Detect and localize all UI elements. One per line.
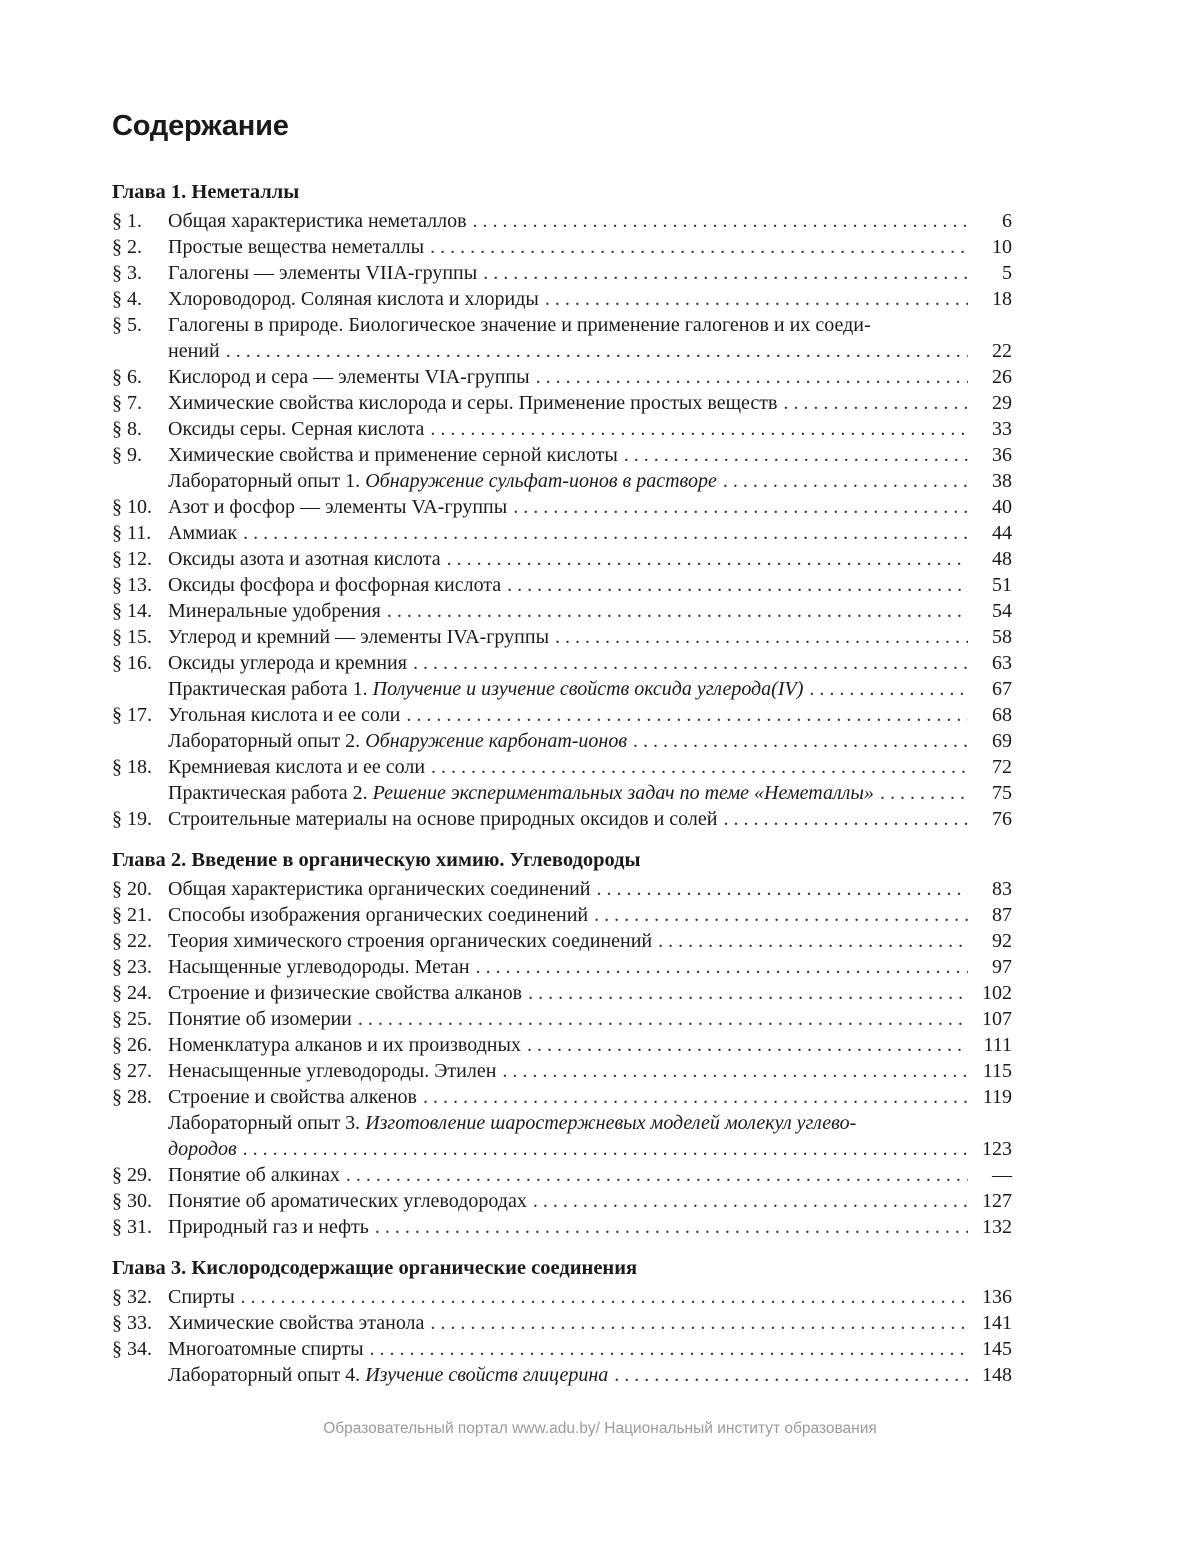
entry-title-text: Аммиак xyxy=(168,522,238,544)
entry-title-text: Простые вещества неметаллы xyxy=(168,236,425,258)
page-number: 119 xyxy=(982,1086,1012,1108)
entry-body xyxy=(168,494,972,520)
dot-leader xyxy=(528,980,968,1006)
entry-title xyxy=(168,676,803,702)
toc-entry[interactable] xyxy=(112,1162,1012,1188)
entry-title xyxy=(168,1112,856,1134)
page-title: Содержание xyxy=(112,110,289,142)
toc-entry[interactable] xyxy=(112,902,1012,928)
section-number: § 11. xyxy=(112,522,152,544)
dot-leader xyxy=(241,1284,968,1310)
toc-entry[interactable] xyxy=(112,1310,1012,1336)
dot-leader xyxy=(809,676,968,702)
toc-entry[interactable] xyxy=(112,650,1012,676)
page-number: 123 xyxy=(982,1138,1012,1160)
entry-body xyxy=(168,234,972,260)
dot-leader xyxy=(423,1084,968,1110)
entry-title xyxy=(168,546,441,572)
entry-title-italic: Изготовление шаростержневых моделей молекул углево- xyxy=(365,1112,857,1134)
toc-entry[interactable] xyxy=(112,702,1012,728)
page-number: 102 xyxy=(982,982,1012,1004)
entry-title-text: Химические свойства этанола xyxy=(168,1312,425,1334)
dot-leader xyxy=(430,416,968,442)
toc-entry[interactable] xyxy=(112,572,1012,598)
section-number: § 20. xyxy=(112,878,152,900)
toc-entry[interactable] xyxy=(112,780,1012,806)
entry-body xyxy=(168,1084,972,1110)
entry-line-2 xyxy=(168,338,1012,364)
dot-leader xyxy=(346,1162,968,1188)
dot-leader xyxy=(502,1058,968,1084)
page-number: 26 xyxy=(992,366,1012,388)
toc-entry[interactable] xyxy=(112,468,1012,494)
entry-title-italic: Обнаружение карбонат-ионов xyxy=(365,730,628,752)
entry-title-text: Лабораторный опыт 3. xyxy=(168,1112,366,1134)
entry-body xyxy=(168,1284,972,1310)
entry-body xyxy=(168,954,972,980)
entry-title xyxy=(168,1188,527,1214)
entry-body xyxy=(168,676,972,702)
page-number: 132 xyxy=(982,1216,1012,1238)
section-number: § 17. xyxy=(112,704,152,726)
section-number: § 27. xyxy=(112,1060,152,1082)
page-number: 141 xyxy=(982,1312,1012,1334)
entry-title-text: Химические свойства и применение серной кислоты xyxy=(168,444,618,466)
page-number: 44 xyxy=(992,522,1012,544)
entry-title xyxy=(168,208,467,234)
entry-title-text: Понятие об ароматических углеводородах xyxy=(168,1190,527,1212)
page-number: 67 xyxy=(992,678,1012,700)
page-number: 33 xyxy=(992,418,1012,440)
dot-leader xyxy=(226,338,968,364)
entry-body xyxy=(168,902,972,928)
entry-title xyxy=(168,364,530,390)
toc-entry[interactable] xyxy=(112,1006,1012,1032)
entry-body xyxy=(168,520,972,546)
page-number: 76 xyxy=(992,808,1012,830)
entry-body xyxy=(168,208,972,234)
entry-body xyxy=(168,416,972,442)
entry-title-text: Строение и физические свойства алканов xyxy=(168,982,523,1004)
entry-title-text: Строительные материалы на основе природных оксидов и солей xyxy=(168,808,718,830)
entry-title xyxy=(168,1084,417,1110)
entry-title-text: Строение и свойства алкенов xyxy=(168,1086,418,1108)
entry-title xyxy=(168,468,717,494)
toc-entry[interactable] xyxy=(112,954,1012,980)
table-of-contents xyxy=(112,176,1012,1400)
page-number: 6 xyxy=(1002,210,1012,232)
section-number: § 21. xyxy=(112,904,152,926)
section-number: § 26. xyxy=(112,1034,152,1056)
page-number: 29 xyxy=(992,392,1012,414)
entry-body xyxy=(168,1110,1012,1162)
section-number: § 15. xyxy=(112,626,152,648)
section-number: § 7. xyxy=(112,392,142,414)
dot-leader xyxy=(633,728,968,754)
entry-body xyxy=(168,780,972,806)
toc-entry[interactable] xyxy=(112,1362,1012,1388)
page-number: — xyxy=(992,1164,1012,1186)
entry-body xyxy=(168,286,972,312)
dot-leader xyxy=(624,442,968,468)
chapter-heading: Глава 2. Введение в органическую химию. Углеводороды xyxy=(112,849,641,871)
entry-title-text: Лабораторный опыт 2. xyxy=(168,730,366,752)
section-number: § 4. xyxy=(112,288,142,310)
entry-title-text: Кремниевая кислота и ее соли xyxy=(168,756,426,778)
toc-entry[interactable] xyxy=(112,234,1012,260)
entry-body xyxy=(168,442,972,468)
entry-title-text: Лабораторный опыт 4. xyxy=(168,1364,366,1386)
page-number: 63 xyxy=(992,652,1012,674)
entry-body xyxy=(168,546,972,572)
entry-body xyxy=(168,980,972,1006)
entry-title-continuation xyxy=(168,1136,237,1162)
section-number: § 12. xyxy=(112,548,152,570)
entry-body xyxy=(168,1058,972,1084)
entry-title xyxy=(168,702,400,728)
entry-title xyxy=(168,494,507,520)
entry-title-text: Оксиды азота и азотная кислота xyxy=(168,548,441,570)
entry-title-text: Общая характеристика неметаллов xyxy=(168,210,467,232)
entry-title xyxy=(168,1162,340,1188)
section-number: § 5. xyxy=(112,314,142,336)
entry-title xyxy=(168,1310,424,1336)
entry-body xyxy=(168,1362,972,1388)
toc-entry[interactable] xyxy=(112,1284,1012,1310)
page-number: 5 xyxy=(1002,262,1012,284)
entry-body xyxy=(168,1188,972,1214)
section-number: § 18. xyxy=(112,756,152,778)
entry-line-2 xyxy=(168,1136,1012,1162)
section-number: § 8. xyxy=(112,418,142,440)
entry-title-text: Ненасыщенные углеводороды. Этилен xyxy=(168,1060,497,1082)
entry-title xyxy=(168,954,470,980)
toc-entry[interactable] xyxy=(112,494,1012,520)
dot-leader xyxy=(430,1310,968,1336)
section-number: § 30. xyxy=(112,1190,152,1212)
toc-entry[interactable] xyxy=(112,390,1012,416)
dot-leader xyxy=(431,754,968,780)
dot-leader xyxy=(483,260,968,286)
entry-title xyxy=(168,1284,235,1310)
dot-leader xyxy=(370,1336,968,1362)
dot-leader xyxy=(723,806,968,832)
toc-entry[interactable] xyxy=(112,1084,1012,1110)
entry-body xyxy=(168,1162,972,1188)
entry-line-1 xyxy=(168,1110,1012,1136)
entry-title xyxy=(168,390,777,416)
toc-entry[interactable] xyxy=(112,260,1012,286)
section-number: § 3. xyxy=(112,262,142,284)
page-number: 58 xyxy=(992,626,1012,648)
page-number: 68 xyxy=(992,704,1012,726)
entry-title-text: Практическая работа 2. xyxy=(168,782,373,804)
toc-entry[interactable] xyxy=(112,876,1012,902)
toc-entry[interactable] xyxy=(112,1188,1012,1214)
dot-leader xyxy=(476,954,968,980)
entry-body xyxy=(168,1006,972,1032)
entry-title xyxy=(168,416,424,442)
dot-leader xyxy=(387,598,968,624)
page-number: 83 xyxy=(992,878,1012,900)
entry-title-italic: Получение и изучение свойств оксида углерода(IV) xyxy=(372,678,804,700)
page-number: 38 xyxy=(992,470,1012,492)
toc-entry[interactable] xyxy=(112,1214,1012,1240)
toc-entry[interactable] xyxy=(112,312,1012,364)
entry-title xyxy=(168,980,522,1006)
section-number: § 33. xyxy=(112,1312,152,1334)
page-number: 18 xyxy=(992,288,1012,310)
entry-title xyxy=(168,1058,496,1084)
entry-body xyxy=(168,806,972,832)
dot-leader xyxy=(430,234,968,260)
entry-title xyxy=(168,754,425,780)
toc-entry[interactable] xyxy=(112,286,1012,312)
dot-leader xyxy=(555,624,968,650)
entry-body xyxy=(168,364,972,390)
dot-leader xyxy=(545,286,968,312)
section-number: § 10. xyxy=(112,496,152,518)
entry-title-text: Спирты xyxy=(168,1286,235,1308)
entry-body xyxy=(168,260,972,286)
dot-leader xyxy=(783,390,968,416)
page-number: 10 xyxy=(992,236,1012,258)
dot-leader xyxy=(243,1136,968,1162)
dot-leader xyxy=(536,364,968,390)
entry-title-text: Оксиды углерода и кремния xyxy=(168,652,407,674)
entry-title-text: Способы изображения органических соединений xyxy=(168,904,589,926)
entry-body xyxy=(168,702,972,728)
dot-leader xyxy=(406,702,968,728)
entry-title xyxy=(168,1362,608,1388)
entry-title-text: Теория химического строения органических соединений xyxy=(168,930,653,952)
entry-title-text: Угольная кислота и ее соли xyxy=(168,704,401,726)
toc-entry[interactable] xyxy=(112,624,1012,650)
page-number: 75 xyxy=(992,782,1012,804)
section-number: § 14. xyxy=(112,600,152,622)
entry-body xyxy=(168,1214,972,1240)
entry-title xyxy=(168,260,477,286)
entry-body xyxy=(168,468,972,494)
entry-title xyxy=(168,286,539,312)
chapter-item-list xyxy=(112,1284,1012,1388)
section-number: § 16. xyxy=(112,652,152,674)
entry-body xyxy=(168,650,972,676)
dot-leader xyxy=(723,468,968,494)
entry-title xyxy=(168,1006,352,1032)
entry-title-italic: Обнаружение сульфат-ионов в растворе xyxy=(365,470,717,492)
section-number: § 9. xyxy=(112,444,142,466)
page-number: 51 xyxy=(992,574,1012,596)
entry-title xyxy=(168,1214,369,1240)
dot-leader xyxy=(473,208,968,234)
entry-body xyxy=(168,876,972,902)
section-number: § 1. xyxy=(112,210,142,232)
page-number: 92 xyxy=(992,930,1012,952)
toc-entry[interactable] xyxy=(112,754,1012,780)
entry-title-text: Галогены в природе. Биологическое значение и применение галогенов и их соеди- xyxy=(168,314,871,336)
entry-title-text: Природный газ и нефть xyxy=(168,1216,369,1238)
entry-title-text: Лабораторный опыт 1. xyxy=(168,470,366,492)
entry-title-text: Понятие об алкинах xyxy=(168,1164,340,1186)
entry-body xyxy=(168,928,972,954)
dot-leader xyxy=(413,650,968,676)
toc-entry[interactable] xyxy=(112,1110,1012,1162)
page-number: 69 xyxy=(992,730,1012,752)
page-number: 111 xyxy=(983,1034,1012,1056)
toc-entry[interactable] xyxy=(112,1058,1012,1084)
entry-title-text-2: нений xyxy=(168,340,220,362)
page-number: 36 xyxy=(992,444,1012,466)
entry-body xyxy=(168,728,972,754)
dot-leader xyxy=(447,546,968,572)
section-number: § 31. xyxy=(112,1216,152,1238)
entry-body xyxy=(168,1310,972,1336)
section-number: § 6. xyxy=(112,366,142,388)
toc-entry[interactable] xyxy=(112,520,1012,546)
section-number: § 22. xyxy=(112,930,152,952)
entry-title xyxy=(168,520,237,546)
chapter-item-list xyxy=(112,876,1012,1240)
entry-body xyxy=(168,598,972,624)
page-number: 107 xyxy=(982,1008,1012,1030)
page-number: 72 xyxy=(992,756,1012,778)
entry-title-text: Многоатомные спирты xyxy=(168,1338,364,1360)
entry-title-text: Оксиды фосфора и фосфорная кислота xyxy=(168,574,502,596)
section-number: § 28. xyxy=(112,1086,152,1108)
toc-entry[interactable] xyxy=(112,676,1012,702)
page-number: 87 xyxy=(992,904,1012,926)
section-number: § 24. xyxy=(112,982,152,1004)
toc-entry[interactable] xyxy=(112,1336,1012,1362)
dot-leader xyxy=(533,1188,968,1214)
page-number: 148 xyxy=(982,1364,1012,1386)
toc-entry[interactable] xyxy=(112,546,1012,572)
entry-title-text: Общая характеристика органических соединений xyxy=(168,878,591,900)
chapter-heading: Глава 1. Неметаллы xyxy=(112,181,300,203)
toc-entry[interactable] xyxy=(112,1032,1012,1058)
entry-title xyxy=(168,806,717,832)
toc-entry[interactable] xyxy=(112,364,1012,390)
entry-title-italic-2: дородов xyxy=(168,1138,237,1160)
toc-entry[interactable] xyxy=(112,806,1012,832)
section-number: § 34. xyxy=(112,1338,152,1360)
section-number: § 25. xyxy=(112,1008,152,1030)
entry-title xyxy=(168,234,424,260)
entry-title-text: Минеральные удобрения xyxy=(168,600,381,622)
dot-leader xyxy=(358,1006,968,1032)
toc-entry[interactable] xyxy=(112,208,1012,234)
dot-leader xyxy=(658,928,968,954)
dot-leader xyxy=(507,572,968,598)
entry-title-text: Понятие об изомерии xyxy=(168,1008,352,1030)
entry-title-italic: Решение экспериментальных задач по теме «Неметаллы» xyxy=(372,782,874,804)
toc-entry[interactable] xyxy=(112,928,1012,954)
entry-title xyxy=(168,314,871,336)
dot-leader xyxy=(597,876,969,902)
entry-title-text: Насыщенные углеводороды. Метан xyxy=(168,956,470,978)
page-number: 97 xyxy=(992,956,1012,978)
dot-leader xyxy=(614,1362,968,1388)
entry-title-text: Оксиды серы. Серная кислота xyxy=(168,418,425,440)
entry-body xyxy=(168,1336,972,1362)
entry-body xyxy=(168,624,972,650)
page-number: 145 xyxy=(982,1338,1012,1360)
section-number: § 2. xyxy=(112,236,142,258)
toc-entry[interactable] xyxy=(112,442,1012,468)
chapter-item-list xyxy=(112,208,1012,832)
section-number: § 19. xyxy=(112,808,152,830)
entry-title-text: Кислород и сера — элементы VIA-группы xyxy=(168,366,530,388)
entry-title-continuation xyxy=(168,338,220,364)
entry-body xyxy=(168,390,972,416)
section-number: § 32. xyxy=(112,1286,152,1308)
page-number: 54 xyxy=(992,600,1012,622)
entry-title-italic: Изучение свойств глицерина xyxy=(365,1364,609,1386)
entry-title-text: Хлороводород. Соляная кислота и хлориды xyxy=(168,288,539,310)
dot-leader xyxy=(513,494,968,520)
entry-body xyxy=(168,754,972,780)
entry-title xyxy=(168,598,381,624)
toc-entry[interactable] xyxy=(112,598,1012,624)
entry-title xyxy=(168,728,627,754)
toc-entry[interactable] xyxy=(112,980,1012,1006)
entry-title-text: Номенклатура алканов и их производных xyxy=(168,1034,521,1056)
entry-title xyxy=(168,572,501,598)
entry-title xyxy=(168,780,874,806)
entry-title xyxy=(168,928,652,954)
page-number: 40 xyxy=(992,496,1012,518)
entry-title-text: Азот и фосфор — элементы VA-группы xyxy=(168,496,508,518)
entry-title-text: Галогены — элементы VIIA-группы xyxy=(168,262,478,284)
entry-body xyxy=(168,312,1012,364)
entry-title xyxy=(168,650,407,676)
toc-entry[interactable] xyxy=(112,728,1012,754)
chapter-heading: Глава 3. Кислородсодержащие органические соединения xyxy=(112,1257,638,1279)
section-number: § 29. xyxy=(112,1164,152,1186)
entry-title-text: Углерод и кремний — элементы IVA-группы xyxy=(168,626,550,648)
page-number: 136 xyxy=(982,1286,1012,1308)
page-number: 22 xyxy=(992,340,1012,362)
page-number: 127 xyxy=(982,1190,1012,1212)
entry-title-text: Химические свойства кислорода и серы. Применение простых веществ xyxy=(168,392,778,414)
toc-entry[interactable] xyxy=(112,416,1012,442)
dot-leader xyxy=(880,780,968,806)
entry-title xyxy=(168,876,591,902)
dot-leader xyxy=(243,520,968,546)
page-number: 48 xyxy=(992,548,1012,570)
dot-leader xyxy=(375,1214,968,1240)
entry-title xyxy=(168,1032,521,1058)
dot-leader xyxy=(594,902,968,928)
section-number: § 23. xyxy=(112,956,152,978)
entry-line-1 xyxy=(168,312,1012,338)
entry-title xyxy=(168,1336,364,1362)
entry-body xyxy=(168,572,972,598)
section-number: § 13. xyxy=(112,574,152,596)
dot-leader xyxy=(527,1032,968,1058)
entry-body xyxy=(168,1032,972,1058)
footer-watermark: Образовательный портал www.adu.by/ Национальный институт образования xyxy=(323,1420,877,1437)
entry-title-text: Практическая работа 1. xyxy=(168,678,373,700)
entry-title xyxy=(168,902,588,928)
page-number: 115 xyxy=(982,1060,1012,1082)
entry-title xyxy=(168,442,618,468)
entry-title xyxy=(168,624,549,650)
